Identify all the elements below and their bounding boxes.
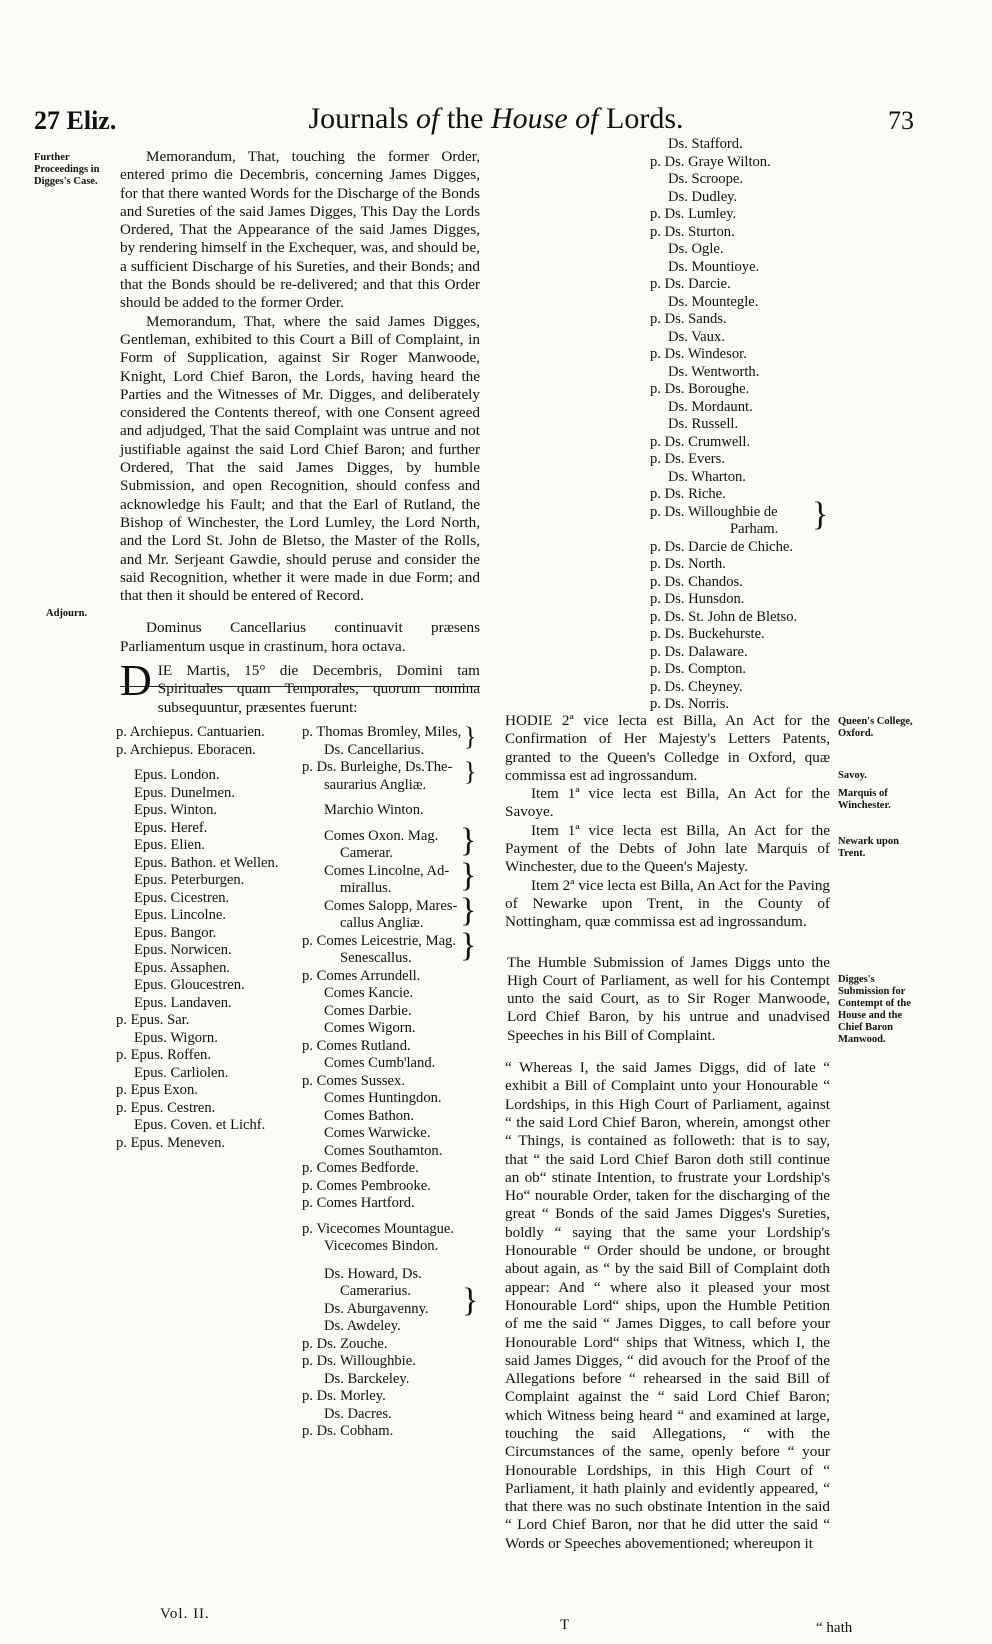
- margin-note-digges-submission: Digges's Submission for Contempt of the House and the Chief Baron Manwood.: [838, 974, 911, 1045]
- list-item: p. Ds. Crumwell.: [650, 433, 751, 450]
- list-item: Camerarius.: [340, 1283, 411, 1299]
- page-header: [0, 100, 992, 150]
- list-item: p. Comes Arrundell.: [302, 967, 421, 984]
- list-item: p. Ds. Dalaware.: [650, 643, 748, 660]
- brace-glyph: }: [462, 1282, 479, 1319]
- list-item: Ds. Mountioye.: [668, 258, 760, 275]
- bill-queens-college: HODIE 2ª vice lecta est Billa, An Act for the Confirmation of Her Majesty's Letters Patents, granted to the Queen's Colledge in Oxford, quæ commissa est ad ingrossandum.: [505, 712, 830, 784]
- list-item: Epus. Lincolne.: [134, 907, 227, 923]
- list-spacer: [116, 759, 306, 767]
- list-item: p. Ds. Sands.: [650, 311, 727, 327]
- list-item: Vicecomes Bindon.: [324, 1238, 439, 1254]
- list-item: Comes Cumb'land.: [324, 1055, 436, 1071]
- right-column-text: [505, 712, 830, 1553]
- attendance-intro: [120, 656, 480, 717]
- list-item: p. Ds. Graye Wilton.: [650, 153, 771, 170]
- list-item: Epus. Norwicen.: [134, 942, 232, 958]
- list-item: Epus. Coven. et Lichf.: [134, 1117, 266, 1133]
- list-item: p. Ds. Cobham.: [302, 1423, 394, 1439]
- list-item: saurarius Angliæ.: [324, 776, 427, 793]
- brace-glyph: }: [460, 857, 477, 894]
- list-item: p. Ds. Hunsdon.: [650, 591, 745, 607]
- list-item: Comes Huntingdon.: [324, 1090, 442, 1106]
- list-item: p. Ds. Darcie.: [650, 276, 731, 292]
- list-item: p. Ds. Compton.: [650, 661, 747, 677]
- list-item: p. Comes Bedforde.: [302, 1160, 419, 1176]
- brace-glyph: }: [464, 722, 477, 751]
- list-item: Ds. Howard, Ds.: [324, 1265, 422, 1282]
- list-item: mirallus.: [340, 880, 392, 896]
- margin-note-newark: Newark upon Trent.: [838, 836, 899, 859]
- list-item: Epus. Peterburgen.: [134, 872, 245, 888]
- list-item: Ds. Scroope.: [668, 171, 743, 187]
- list-spacer: [302, 1213, 470, 1221]
- list-item: p. Ds. Cheyney.: [650, 678, 743, 695]
- list-item: p. Epus. Roffen.: [116, 1047, 211, 1063]
- spiritual-lords-list: [116, 724, 306, 1152]
- list-item: p. Ds. Norris.: [650, 696, 730, 712]
- list-item: Epus. London.: [134, 767, 220, 783]
- list-item: p. Ds. Lumley.: [650, 206, 737, 222]
- list-item: Comes Darbie.: [324, 1002, 412, 1019]
- brace-glyph: }: [460, 927, 477, 964]
- list-item: Ds. Dudley.: [668, 188, 738, 205]
- margin-note-savoy: Savoy.: [838, 770, 867, 781]
- list-spacer: [302, 1256, 470, 1266]
- list-item: p. Ds. Burleighe, Ds.The-: [302, 759, 453, 775]
- submission-heading: The Humble Submission of James Diggs unto the High Court of Parliament, as well for his Contempt unto the said Court, as to Sir Roger Manwoode, Lord Chief Baron, by his untrue and unadvised Speeches in his Bill of Complaint.: [507, 953, 830, 1044]
- list-item: Epus. Winton.: [134, 802, 218, 818]
- list-item: Ds. Awdeley.: [324, 1318, 401, 1334]
- list-item: Comes Oxon. Mag.: [324, 827, 439, 844]
- list-item: Epus. Gloucestren.: [134, 977, 245, 993]
- list-item: Ds. Vaux.: [668, 328, 725, 345]
- drop-cap: D: [120, 656, 152, 705]
- list-item: p. Ds. Windesor.: [650, 346, 747, 362]
- title-part: the: [439, 102, 491, 135]
- list-item: Ds. Ogle.: [668, 241, 724, 257]
- margin-note-queens-college: Queen's College, Oxford.: [838, 716, 913, 739]
- list-item: Ds. Wharton.: [668, 468, 746, 485]
- list-item: Marchio Winton.: [324, 802, 424, 818]
- list-item: Senescallus.: [340, 950, 412, 966]
- list-item: Epus. Elien.: [134, 837, 205, 853]
- title-part: Lords.: [606, 102, 684, 135]
- list-item: p. Comes Hartford.: [302, 1195, 415, 1211]
- list-spacer: [302, 820, 470, 828]
- list-item: Epus. Cicestren.: [134, 889, 230, 906]
- list-item: Ds. Mountegle.: [668, 293, 759, 310]
- list-item: p. Ds. Willoughbie.: [302, 1353, 416, 1369]
- list-spacer: [302, 794, 470, 802]
- list-item: p. Comes Leicestrie, Mag.: [302, 932, 457, 949]
- catchword: “ hath: [816, 1620, 853, 1636]
- list-item: p. Thomas Bromley, Miles,: [302, 724, 462, 740]
- list-item: Epus. Dunelmen.: [134, 784, 235, 801]
- list-item: Ds. Barckeley.: [324, 1370, 410, 1387]
- title-part: of: [416, 102, 440, 135]
- barons-list: [650, 136, 840, 714]
- list-item: p. Ds. North.: [650, 556, 726, 572]
- brace-glyph: }: [460, 892, 477, 929]
- volume-label: Vol. II.: [160, 1606, 210, 1622]
- margin-note-further: Further Proceedings in Digges's Case.: [34, 152, 100, 187]
- list-item: p. Ds. Boroughe.: [650, 381, 750, 397]
- title-part: House: [491, 102, 568, 135]
- list-item: p. Epus. Cestren.: [116, 1099, 216, 1116]
- list-item: Comes Lincolne, Ad-: [324, 862, 450, 879]
- list-item: Comes Bathon.: [324, 1107, 414, 1124]
- list-item: Comes Kancie.: [324, 985, 414, 1001]
- list-item: p. Comes Rutland.: [302, 1037, 411, 1054]
- list-item: Ds. Aburgavenny.: [324, 1300, 429, 1317]
- list-item: p. Ds. St. John de Bletso.: [650, 608, 798, 625]
- submission-quote: “ Whereas I, the said James Diggs, did of late “ exhibit a Bill of Complaint unto your Honourable “ Lordships, in this High Court of Parliament, against “ the said Lord Chief Baron, wherein, amongst other “ Things, is contained as followeth: that is to say, that “ the said Lord Chief Baron doth still continue an ob“ stinate Intention, to frustrate your Lordship's Ho“ nourable Order, taken for the discharging of the great “ Bonds of the said James Digges's Sureties, boldly “ saying that the same your Lordship's Honourable “ Order should be undone, or brought about again, as “ by the said Bill of Complaint doth appear: And “ where also it pleased your most Honourable Lord“ ships, upon the Humble Petition of me the said “ James Digges, to call before your Honourable Lord“ ships that Witness, which I, the said James Digges, “ did avouch for the Proof of the Allegations before “ rehearsed in the said Bill of Complaint against the “ said Lord Chief Baron; which Witness being heard “ and examined at large, touching the said Allegations, “ with the Circumstances of the same, openly before “ your Honourable Lordships, in this High Court of “ Parliament, it hath plainly and evidently appeared, “ that there was no such obstinate Intention in the said “ Lord Chief Baron, nor that he did utter the said “ Words or Speeches abovementioned; whereupon it: [505, 1059, 830, 1552]
- list-item: Epus. Landaven.: [134, 994, 232, 1011]
- bill-newark: Item 2ª vice lecta est Billa, An Act for the Paving of Newarke upon Trent, in the County of Nottingham, quæ commissa est ad ingrossandum.: [505, 876, 831, 931]
- temporal-lords-list: [302, 724, 470, 1441]
- list-item: p. Ds. Riche.: [650, 486, 726, 502]
- title-part: Journals: [308, 102, 416, 135]
- list-item: p. Ds. Sturton.: [650, 223, 735, 240]
- list-item: Ds. Mordaunt.: [668, 398, 753, 415]
- list-item: p. Comes Pembrooke.: [302, 1177, 431, 1194]
- list-item: callus Angliæ.: [340, 915, 424, 931]
- list-item: Epus. Bangor.: [134, 924, 217, 941]
- list-item: Ds. Russell.: [668, 416, 739, 432]
- list-item: p. Ds. Evers.: [650, 451, 725, 467]
- list-item: Epus. Heref.: [134, 819, 208, 836]
- list-item: Ds. Stafford.: [668, 136, 743, 152]
- margin-note-adjourn: Adjourn.: [46, 608, 88, 619]
- brace-glyph: }: [464, 757, 477, 786]
- list-item: Ds. Dacres.: [324, 1405, 392, 1422]
- list-item: p. Ds. Chandos.: [650, 573, 743, 590]
- bill-winchester: Item 1ª vice lecta est Billa, An Act for the Payment of the Debts of John late Marquis of Winchester, due to the Queen's Majesty.: [505, 821, 830, 876]
- list-item: Comes Salopp, Mares-: [324, 897, 458, 914]
- list-item: p. Comes Sussex.: [302, 1072, 405, 1089]
- signature-mark: T: [560, 1617, 570, 1633]
- brace-glyph: }: [460, 822, 477, 859]
- list-item: Camerar.: [340, 845, 394, 861]
- list-item: Epus. Carliolen.: [134, 1064, 229, 1081]
- list-item: Comes Southamton.: [324, 1142, 443, 1159]
- page-number: 73: [888, 106, 914, 135]
- left-column-text: [120, 148, 480, 656]
- list-item: Epus. Assaphen.: [134, 959, 231, 976]
- list-item: p. Epus. Sar.: [116, 1012, 190, 1028]
- list-item: p. Archiepus. Cantuarien.: [116, 724, 265, 740]
- bill-savoy: Item 1ª vice lecta est Billa, An Act for the Savoye.: [505, 785, 830, 821]
- list-item: p. Archiepus. Eboracen.: [116, 741, 256, 758]
- memorandum-2: Memorandum, That, where the said James Digges, Gentleman, exhibited to this Court a Bill of Complaint, in Form of Supplication, against Sir Roger Manwoode, Knight, Lord Chief Baron, the Lords, having heard the Parties and the Witnesses of Mr. Digges, and deliberately considered the Contents thereof, with one Consent agreed and adjudged, That the said Complaint was untrue and not justifiable against the said Lord Chief Baron; and further Ordered, That the said James Digges, by humble Submission, and open Recognition, should confess and acknowledge his Fault; and that the Earl of Rutland, the Bishop of Winchester, the Lord Lumley, the Lord North, and the Lord St. John de Bletso, the Master of the Rolls, and Mr. Serjeant Gawdie, should peruse and consider the said Recognition, whether it were made in due Form; and that then it should be entered of Record.: [120, 312, 480, 605]
- attendance-intro-text: IE Martis, 15° die Decembris, Domini tam Spirituales quam Temporales, quorum nomina subsequuntur, præsentes fuerunt:: [157, 662, 480, 716]
- title-part: of: [567, 102, 606, 135]
- list-item: Parham.: [730, 521, 779, 537]
- list-item: Ds. Cancellarius.: [324, 741, 425, 758]
- list-item: Epus. Bathon. et Wellen.: [134, 854, 279, 871]
- list-item: p. Vicecomes Mountague.: [302, 1220, 455, 1237]
- list-item: p. Ds. Zouche.: [302, 1335, 388, 1352]
- list-item: p. Ds. Willoughbie de: [650, 503, 778, 520]
- brace-glyph: }: [812, 496, 829, 533]
- list-item: p. Ds. Morley.: [302, 1388, 386, 1404]
- journal-title: [0, 102, 992, 136]
- memorandum-1: Memorandum, That, touching the former Order, entered primo die Decembris, concerning James Digges, for that there wanted Words for the Discharge of the Bonds and Sureties of the said James Digges, This Day the Lords Ordered, That the Appearance of the said James Digges, by rendering himself in the Exchequer, was, and should be, a sufficient Discharge of his Sureties, and their Bonds; and that the Bonds should be re-delivered; and that this Order should be added to the former Order.: [120, 148, 480, 312]
- list-item: p. Epus Exon.: [116, 1082, 198, 1098]
- list-item: p. Ds. Darcie de Chiche.: [650, 538, 794, 555]
- list-item: Epus. Wigorn.: [134, 1029, 218, 1046]
- margin-note-winchester: Marquis of Winchester.: [838, 788, 891, 811]
- list-item: Comes Warwicke.: [324, 1125, 431, 1141]
- regnal-year: 27 Eliz.: [34, 106, 117, 135]
- list-item: Ds. Wentworth.: [668, 363, 760, 380]
- list-item: Comes Wigorn.: [324, 1020, 416, 1036]
- list-item: p. Ds. Buckehurste.: [650, 626, 765, 642]
- list-item: p. Epus. Meneven.: [116, 1134, 226, 1151]
- adjournment-text: Dominus Cancellarius continuavit præsens Parliamentum usque in crastinum, hora octava.: [120, 619, 480, 655]
